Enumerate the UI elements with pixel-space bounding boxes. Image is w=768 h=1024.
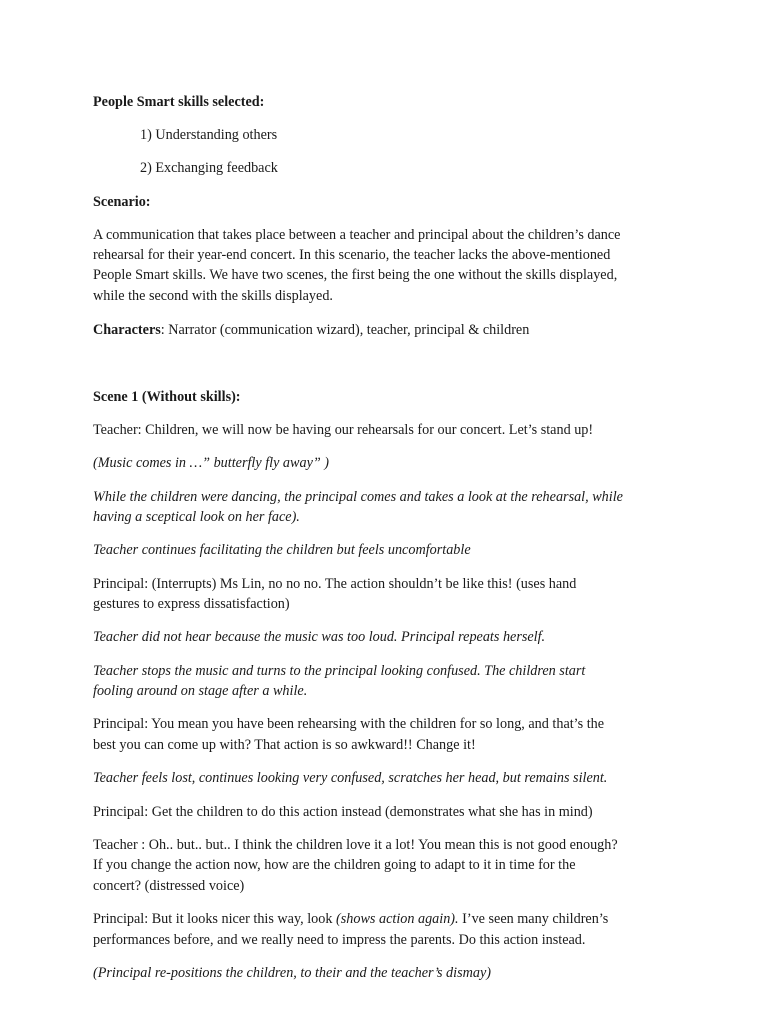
dialogue-line: best you can come up with? That action is so awkward!! Change it! — [93, 737, 476, 753]
stage-direction: While the children were dancing, the principal comes and takes a look at the rehearsal, while — [93, 489, 623, 505]
scene1-heading: Scene 1 (Without skills): — [93, 389, 241, 405]
skill-item: 2) Exchanging feedback — [140, 160, 278, 176]
stage-direction: Teacher did not hear because the music was too loud. Principal repeats herself. — [93, 629, 546, 645]
scenario-heading: Scenario: — [93, 194, 151, 210]
dialogue-line — [93, 909, 608, 929]
scenario-text-line: while the second with the skills displayed. — [93, 288, 333, 304]
dialogue-line: performances before, and we really need to impress the parents. Do this action instead. — [93, 932, 586, 948]
stage-direction-inline: (shows action again). — [336, 911, 459, 927]
dialogue-line: Teacher: Children, we will now be having our rehearsals for our concert. Let’s stand up! — [93, 422, 594, 438]
dialogue-line: Teacher : Oh.. but.. but.. I think the children love it a lot! You mean this is not good enough? — [93, 837, 618, 853]
dialogue-line: concert? (distressed voice) — [93, 878, 245, 894]
stage-direction: Teacher stops the music and turns to the principal looking confused. The children start — [93, 663, 586, 679]
dialogue-line: Principal: (Interrupts) Ms Lin, no no no. The action shouldn’t be like this! (uses hand — [93, 576, 577, 592]
stage-direction: Teacher feels lost, continues looking very confused, scratches her head, but remains silent. — [93, 770, 608, 786]
stage-direction: (Music comes in …” butterfly fly away” ) — [93, 455, 330, 471]
dialogue-line: If you change the action now, how are the children going to adapt to it in time for the — [93, 857, 576, 873]
skills-heading: People Smart skills selected: — [93, 94, 265, 110]
scenario-text-line: rehearsal for their year-end concert. In this scenario, the teacher lacks the above-mentioned — [93, 247, 611, 263]
characters-line — [93, 320, 529, 340]
characters-text: : Narrator (communication wizard), teacher, principal & children — [160, 322, 530, 338]
dialogue-line: gestures to express dissatisfaction) — [93, 596, 290, 612]
stage-direction: (Principal re-positions the children, to their and the teacher’s dismay) — [93, 965, 491, 981]
scenario-text-line: People Smart skills. We have two scenes, the first being the one without the skills displayed, — [93, 267, 618, 283]
dialogue-line: Principal: You mean you have been rehearsing with the children for so long, and that’s the — [93, 716, 605, 732]
dialogue-line: Principal: Get the children to do this action instead (demonstrates what she has in mind) — [93, 804, 593, 820]
dialogue-text: Principal: But it looks nicer this way, look — [93, 911, 337, 927]
stage-direction: having a sceptical look on her face). — [93, 509, 300, 525]
skill-item: 1) Understanding others — [140, 127, 278, 143]
characters-label: Characters — [93, 322, 161, 338]
stage-direction: Teacher continues facilitating the children but feels uncomfortable — [93, 542, 471, 558]
scenario-text-line: A communication that takes place between a teacher and principal about the children’s dance — [93, 227, 621, 243]
stage-direction: fooling around on stage after a while. — [93, 683, 308, 699]
dialogue-text: I’ve seen many children’s — [458, 911, 609, 927]
